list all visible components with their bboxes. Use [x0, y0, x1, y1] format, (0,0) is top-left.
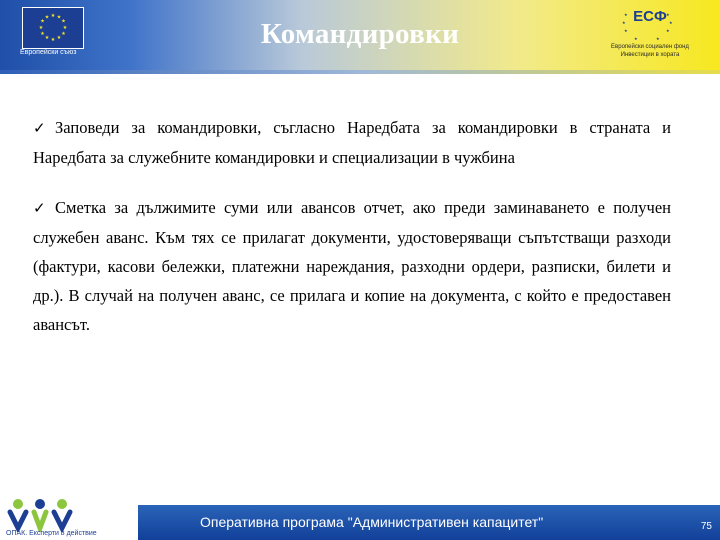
- esf-caption: Европейски социален фонд Инвестиции в хората: [611, 44, 689, 58]
- page-title: Командировки: [260, 18, 460, 50]
- svg-text:★: ★: [44, 35, 50, 41]
- bullet-paragraph: [33, 193, 671, 339]
- svg-text:★: ★: [656, 36, 660, 41]
- checkmark-icon: ✓: [33, 119, 46, 137]
- svg-text:★: ★: [44, 14, 50, 21]
- svg-text:★: ★: [61, 18, 66, 25]
- slide-content: [33, 113, 671, 339]
- svg-text:★: ★: [56, 14, 62, 21]
- bullet-paragraph: [33, 113, 671, 172]
- svg-text:★: ★: [40, 31, 45, 37]
- header-band: [0, 0, 720, 70]
- svg-text:★: ★: [634, 36, 638, 41]
- svg-text:★: ★: [666, 12, 670, 17]
- header-divider: [0, 70, 720, 74]
- svg-text:★: ★: [56, 35, 62, 41]
- paragraph-text: Заповеди за командировки, съгласно Наредбата за командировки в страната и Наредбата за служебните командировки и специализации в чужбина: [33, 118, 671, 167]
- checkmark-icon: ✓: [33, 199, 46, 217]
- paragraph-text: Сметка за дължимите суми или авансов отчет, ако преди заминаването е получен служебен аванс. Към тях се прилагат документи, удостоверяващи съпътстващи разходи (фактури, касови бележки, платежни нареждания, разходни ордери, разписки, билети и др.). В случай на получен аванс, се прилага и копие на документа, с който е предоставен авансът.: [33, 198, 671, 334]
- esf-logo: ЕСФ: [633, 8, 667, 25]
- svg-text:★: ★: [669, 20, 673, 25]
- svg-text:★: ★: [666, 28, 670, 33]
- svg-text:★: ★: [62, 25, 68, 31]
- eu-caption: Европейски съюз: [20, 49, 77, 56]
- svg-text:★: ★: [624, 12, 628, 17]
- svg-text:★: ★: [61, 31, 66, 37]
- svg-text:★: ★: [50, 13, 56, 19]
- svg-text:★: ★: [38, 25, 44, 31]
- page-number: 75: [700, 521, 712, 532]
- opak-caption: ОПАК. Експерти в действие: [6, 530, 97, 537]
- svg-text:★: ★: [40, 18, 45, 25]
- svg-text:★: ★: [50, 37, 56, 43]
- svg-text:★: ★: [622, 20, 626, 25]
- program-name: Оперативна програма "Административен капацитет": [200, 514, 544, 530]
- svg-text:★: ★: [624, 28, 628, 33]
- opak-figures-icon: [6, 496, 76, 532]
